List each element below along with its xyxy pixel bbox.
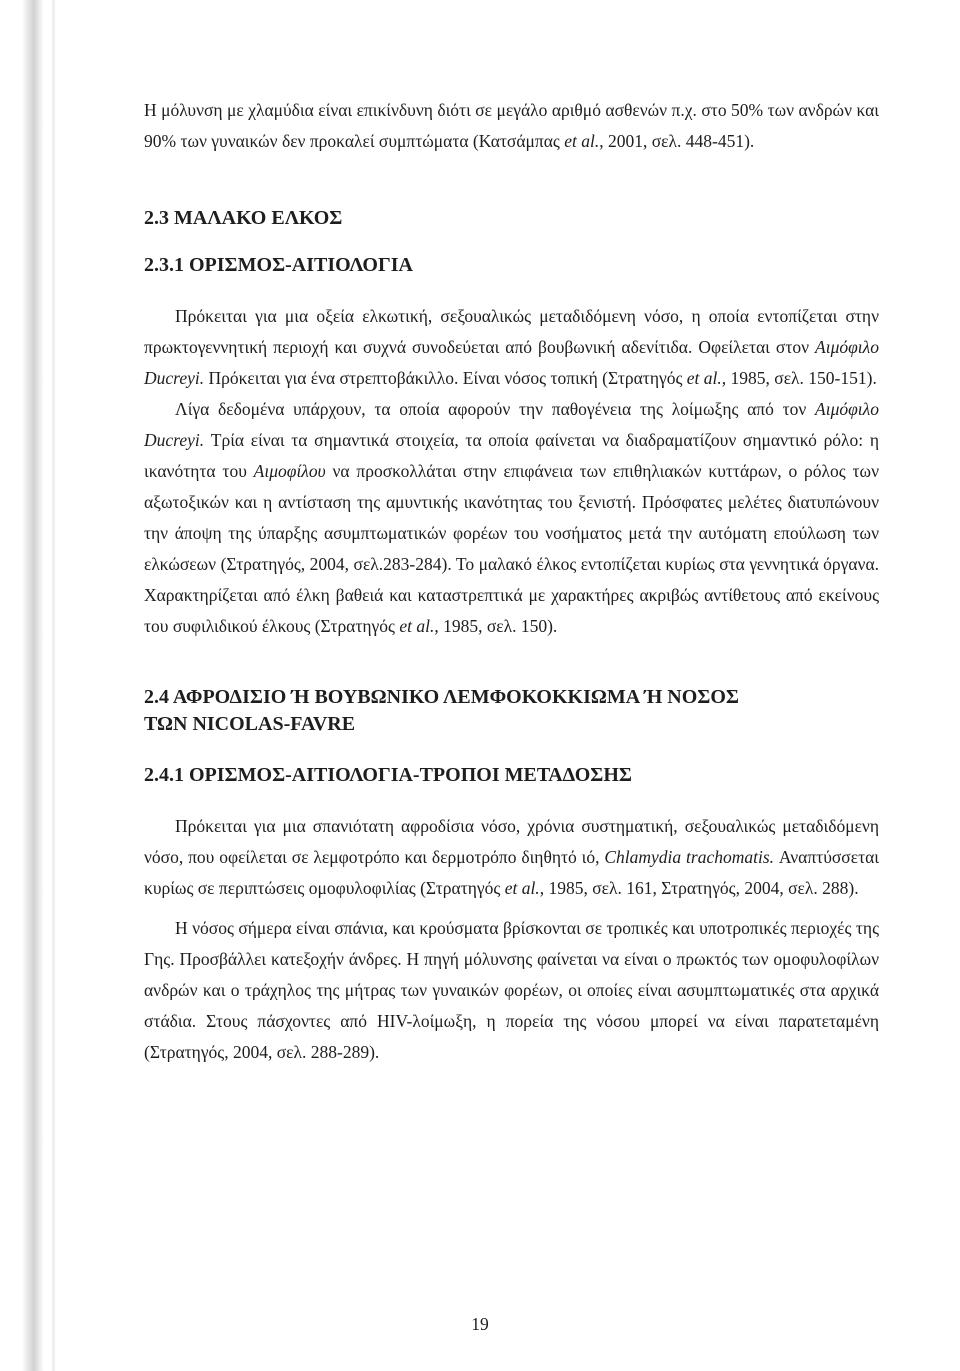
intro-text-1: Η μόλυνση με χλαμύδια είναι επικίνδυνη διότι σε μεγάλο αριθμό ασθενών π.χ. στο 50% των ανδρών και 90% των γυναικών δεν προκαλεί συμπτώματα (Κατσάμπας xyxy=(144,100,879,151)
s23-p2-organism: Αιμόφιλο Ducreyi. xyxy=(144,399,879,450)
intro-text-2: , 2001, σελ. 448-451). xyxy=(599,131,755,151)
section-2-3-paragraph-1 xyxy=(144,301,879,394)
section-2-3-paragraph-2 xyxy=(144,394,879,642)
s23-p2-text-2: Τρία είναι τα σημαντικά στοιχεία, τα οποία φαίνεται να διαδραματίζουν σημαντικό ρόλο: η ικανότητα του xyxy=(144,430,879,481)
s23-p2-text-4: , 1985, σελ. 150). xyxy=(434,616,558,636)
s24-p1-organism: Chlamydia trachomatis. xyxy=(604,847,775,867)
section-2-4-1-heading: 2.4.1 ΟΡΙΣΜΟΣ-ΑΙΤΙΟΛΟΓΙΑ-ΤΡΟΠΟΙ ΜΕΤΑΔΟΣΗΣ xyxy=(144,764,632,786)
s23-p1-text-3: , 1985, σελ. 150-151). xyxy=(721,368,877,388)
intro-paragraph xyxy=(144,95,879,157)
s23-p1-etal: et al. xyxy=(686,368,722,388)
section-2-4-heading-line-1: 2.4 ΑΦΡΟΔΙΣΙΟ Ή ΒΟΥΒΩΝΙΚΟ ΛΕΜΦΟΚΟΚΚΙΩΜΑ Ή ΝΟΣΟΣ xyxy=(144,686,739,708)
section-2-4-paragraph-1 xyxy=(144,811,879,904)
s24-p1-text-1: Πρόκειται για μια σπανιότατη αφροδίσια νόσο, χρόνια συστηματική, σεξουαλικώς μεταδιδόμενη νόσο, που οφείλεται σε λεμφοτρόπο και δερμοτρόπο διηθητό ιό, xyxy=(144,816,879,867)
section-2-4-heading xyxy=(144,684,879,738)
intro-etal: et al. xyxy=(564,131,600,151)
binding-shadow xyxy=(22,0,44,1371)
page-number: 19 xyxy=(471,1314,489,1334)
s23-p1-text-2: Πρόκειται για ένα στρεπτοβάκιλλο. Είναι νόσος τοπική (Στρατηγός xyxy=(204,368,687,388)
section-2-4-paragraph-2: Η νόσος σήμερα είναι σπάνια, και κρούσματα βρίσκονται σε τροπικές και υποτροπικές περιοχές της Γης. Προσβάλλει κατεξοχήν άνδρες. Η πηγή μόλυνσης φαίνεται να είναι ο πρωκτός των ομοφυλοφίλων ανδρών και ο τράχηλος της μήτρας των γυναικών φορέων, οι οποίες είναι ασυμπτωματικές στα αρχικά στάδια. Στους πάσχοντες από HIV-λοίμωξη, η πορεία της νόσου μπορεί να είναι παρατεταμένη (Στρατηγός, 2004, σελ. 288-289). xyxy=(144,918,879,1062)
s23-p2-text-3: να προσκολλάται στην επιφάνεια των επιθηλιακών κυττάρων, ο ρόλος των αξωτοξικών και η αντίσταση της αμυντικής ικανότητας του ξενιστή. Πρόσφατες μελέτες διατυπώνουν την άποψη της ύπαρξης ασυμπτωματικών φορέων του νοσήματος μετά την αυτόματη επούλωση των ελκώσεων (Στρατηγός, 2004, σελ.283-284). Το μαλακό έλκος εντοπίζεται κυρίως στα γεννητικά όργανα. Χαρακτηρίζεται από έλκη βαθειά και καταστρεπτικά με χαρακτήρες ακριβώς αντίθετους από εκείνους του συφιλιδικού έλκους (Στρατηγός xyxy=(144,461,879,636)
s23-p2-organism-2: Αιμοφίλου xyxy=(253,461,326,481)
section-2-3-1-heading: 2.3.1 ΟΡΙΣΜΟΣ-ΑΙΤΙΟΛΟΓΙΑ xyxy=(144,254,413,276)
s24-p1-text-2: Αναπτύσσεται κυρίως σε περιπτώσεις ομοφυλοφιλίας (Στρατηγός xyxy=(144,847,879,898)
s23-p2-etal: et al. xyxy=(399,616,435,636)
s23-p1-organism: Αιμόφιλο Ducreyi. xyxy=(144,337,879,388)
section-2-3-heading: 2.3 ΜΑΛΑΚΟ ΕΛΚΟΣ xyxy=(144,207,343,229)
s24-p1-text-3: , 1985, σελ. 161, Στρατηγός, 2004, σελ. 288). xyxy=(539,878,859,898)
section-2-4-heading-line-2: ΤΩΝ NICOLAS-FAVRE xyxy=(144,713,356,735)
s24-p1-etal: et al. xyxy=(504,878,540,898)
s23-p1-text-1: Πρόκειται για μια οξεία ελκωτική, σεξουαλικώς μεταδιδόμενη νόσο, η οποία εντοπίζεται στην πρωκτογεννητική περιοχή και συχνά συνοδεύεται από βουβωνική αδενίτιδα. Οφείλεται στον xyxy=(144,306,879,357)
binding-line xyxy=(52,0,55,1371)
s23-p2-text-1: Λίγα δεδομένα υπάρχουν, τα οποία αφορούν την παθογένεια της λοίμωξης από τον xyxy=(175,399,816,419)
document-page xyxy=(144,95,879,1068)
